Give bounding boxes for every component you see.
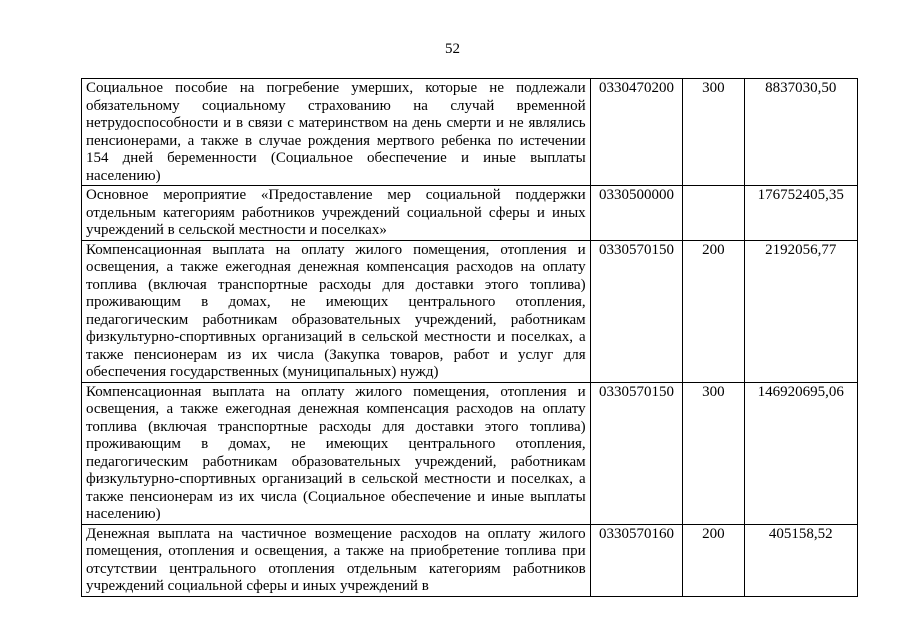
row-expense-type: 200 bbox=[683, 240, 744, 382]
row-amount: 146920695,06 bbox=[744, 382, 857, 524]
table-row bbox=[82, 186, 858, 241]
page-number: 52 bbox=[445, 41, 460, 57]
row-target-code: 0330500000 bbox=[590, 186, 683, 241]
row-expense-type: 200 bbox=[683, 524, 744, 596]
row-expense-type: 300 bbox=[683, 382, 744, 524]
row-expense-type: 300 bbox=[683, 79, 744, 186]
row-description: Компенсационная выплата на оплату жилого помещения, отопления и освещения, а также ежегодная денежная компенсация расходов на оплату топлива (включая транспортные расходы для доставки этого топлива) проживающим в домах, не имеющих центрального отопления, педагогическим работникам образовательных учреждений, работникам физкультурно-спортивных организаций в сельской местности и поселках, а также пенсионерам из их числа (Социальное обеспечение и иные выплаты населению) bbox=[82, 382, 591, 524]
table-row bbox=[82, 240, 858, 382]
row-amount: 2192056,77 bbox=[744, 240, 857, 382]
row-target-code: 0330570150 bbox=[590, 240, 683, 382]
row-description: Социальное пособие на погребение умерших, которые не подлежали обязательному социальному страхованию на случай временной нетрудоспособности и в связи с материнством на день смерти и не являлись пенсионерами, а также в случае рождения мертвого ребенка по истечении 154 дней беременности (Социальное обеспечение и иные выплаты населению) bbox=[82, 79, 591, 186]
row-target-code: 0330470200 bbox=[590, 79, 683, 186]
budget-table bbox=[81, 78, 858, 597]
table-row bbox=[82, 382, 858, 524]
table-row bbox=[82, 524, 858, 596]
table-row bbox=[82, 79, 858, 186]
row-description: Денежная выплата на частичное возмещение расходов на оплату жилого помещения, отопления и освещения, а также на приобретение топлива при отсутствии центрального отопления отдельным категориям работников учреждений социальной сферы и иных учреждений в bbox=[82, 524, 591, 596]
row-amount: 405158,52 bbox=[744, 524, 857, 596]
row-description: Компенсационная выплата на оплату жилого помещения, отопления и освещения, а также ежегодная денежная компенсация расходов на оплату топлива (включая транспортные расходы для доставки этого топлива) проживающим в домах, не имеющих центрального отопления, педагогическим работникам образовательных учреждений, работникам физкультурно-спортивных организаций в сельской местности и поселках, а также пенсионерам из их числа (Закупка товаров, работ и услуг для обеспечения государственных (муниципальных) нужд) bbox=[82, 240, 591, 382]
row-description: Основное мероприятие «Предоставление мер социальной поддержки отдельным категориям работников учреждений социальной сферы и иных учреждений в сельской местности и поселках» bbox=[82, 186, 591, 241]
row-target-code: 0330570150 bbox=[590, 382, 683, 524]
row-target-code: 0330570160 bbox=[590, 524, 683, 596]
row-amount: 176752405,35 bbox=[744, 186, 857, 241]
budget-table-container bbox=[81, 78, 858, 640]
row-amount: 8837030,50 bbox=[744, 79, 857, 186]
row-expense-type bbox=[683, 186, 744, 241]
